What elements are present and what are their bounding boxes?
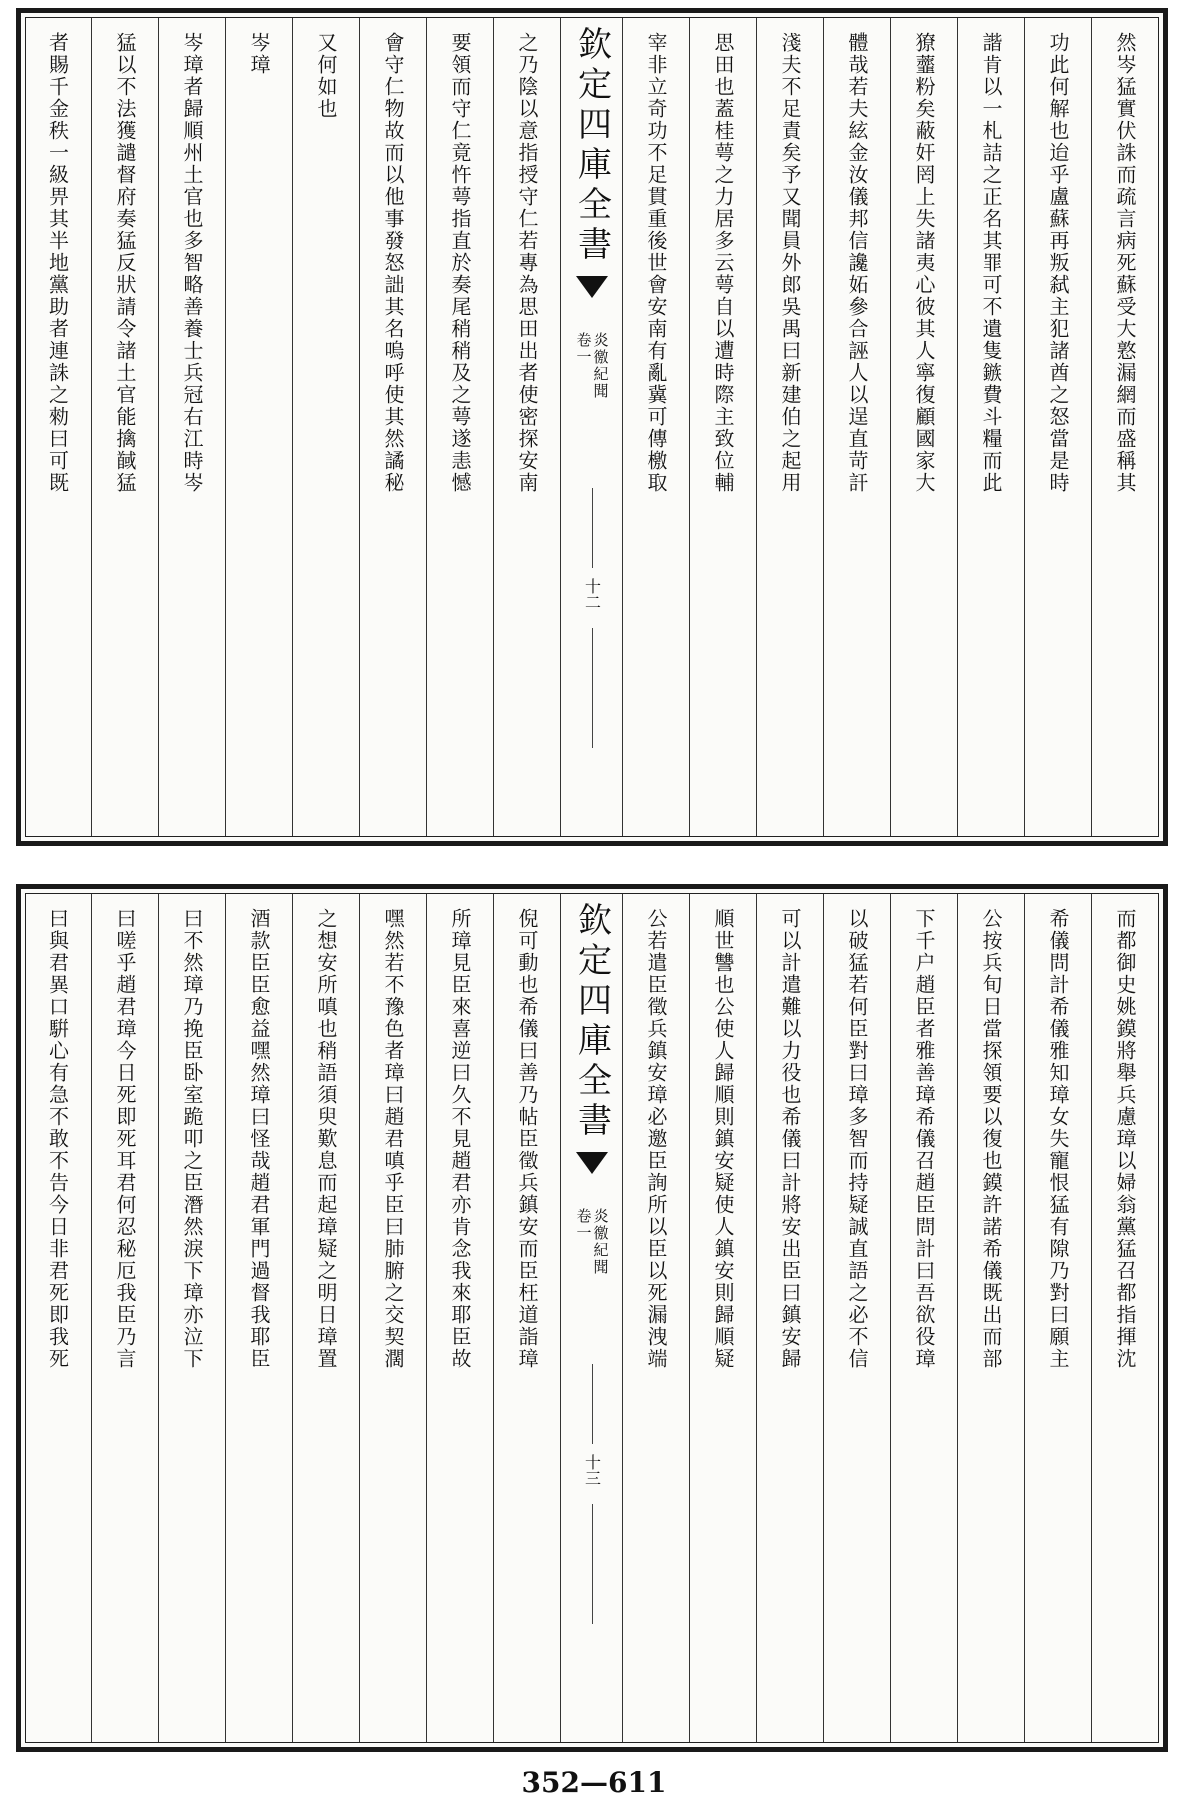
column-text: 淺夫不足責矣予又聞員外郎吳禺曰新建伯之起用 (778, 32, 802, 494)
column-text: 以破猛若何臣對曰璋多智而持疑誠直語之必不信 (845, 908, 869, 1370)
fold-rule (592, 1364, 593, 1444)
lower-text-column (426, 894, 493, 1742)
lower-text-column (756, 894, 823, 1742)
lower-text-column (225, 894, 292, 1742)
lower-text-column (359, 894, 426, 1742)
upper-text-column (426, 18, 493, 836)
book-meta (576, 1208, 608, 1276)
volume-label: 卷一 (574, 332, 593, 366)
lower-text-column (957, 894, 1024, 1742)
lower-text-column (689, 894, 756, 1742)
column-text: 希儀問計希儀雅知璋女失寵恨猛有隙乃對曰願主 (1046, 908, 1070, 1370)
book-name: 炎徼紀聞 (591, 1208, 610, 1276)
fish-tail-mark-icon (576, 1152, 608, 1174)
upper-text-column (1024, 18, 1091, 836)
column-text: 所璋見臣來喜逆曰久不見趙君亦肯念我來耶臣故 (448, 908, 472, 1370)
column-text: 酒款臣臣愈益嘿然璋曰怪哉趙君軍門過督我耶臣 (247, 908, 271, 1370)
lower-text-column (622, 894, 689, 1742)
lower-text-column (493, 894, 560, 1742)
column-text: 下千户趙臣者雅善璋希儀召趙臣問計曰吾欲役璋 (912, 908, 936, 1370)
upper-text-column (890, 18, 957, 836)
upper-page (16, 8, 1168, 846)
lower-page (16, 884, 1168, 1752)
lower-page-columns (25, 893, 1159, 1743)
column-text: 宰非立奇功不足貫重後世會安南有亂冀可傳檄取 (644, 32, 668, 494)
lower-text-column (292, 894, 359, 1742)
page-number: 352—611 (521, 1766, 667, 1799)
upper-text-column (689, 18, 756, 836)
column-text: 諧肯以一札詰之正名其罪可不遺隻鏃費斗糧而此 (979, 32, 1003, 494)
upper-page-columns (25, 17, 1159, 837)
column-text: 而都御史姚鏌將舉兵慮璋以婦翁黨猛召都指揮沈 (1113, 908, 1137, 1370)
lower-center-fold (560, 894, 622, 1742)
upper-text-column (225, 18, 292, 836)
column-text: 之想安所嗔也稍語須臾歎息而起璋疑之明日璋置 (314, 908, 338, 1370)
column-text: 思田也蓋桂萼之力居多云萼自以遭時際主致位輔 (711, 32, 735, 494)
lower-text-column (158, 894, 225, 1742)
fold-rule (592, 488, 593, 568)
lower-text-column (24, 894, 91, 1742)
lower-text-column (823, 894, 890, 1742)
column-text: 又何如也 (314, 32, 338, 120)
column-text: 者賜千金秩一級畀其半地黨助者連誅之勑曰可既 (45, 32, 70, 494)
upper-center-fold (560, 18, 622, 836)
column-text: 倪可動也希儀曰善乃帖臣徵兵鎮安而臣枉道詣璋 (515, 908, 539, 1370)
book-title: 欽定四庫全書 (571, 26, 612, 266)
column-text: 曰與君異口騈心有急不敢不告今日非君死即我死 (45, 908, 70, 1370)
upper-text-column (1091, 18, 1158, 836)
column-text: 獠虀粉矣蔽奸罔上失諸夷心彼其人寧復顧國家大 (912, 32, 936, 494)
upper-text-column (622, 18, 689, 836)
upper-text-column (359, 18, 426, 836)
column-text: 要領而守仁竟忤萼指直於奏尾稍稍及之萼遂恚憾 (448, 32, 472, 494)
volume-label: 卷一 (574, 1208, 593, 1242)
column-text: 曰嗟乎趙君璋今日死即死耳君何忍秘厄我臣乃言 (113, 908, 137, 1370)
upper-text-column (756, 18, 823, 836)
column-text: 之乃陰以意指授守仁若專為思田出者使密探安南 (515, 32, 539, 494)
column-text: 曰不然璋乃挽臣卧室跪叩之臣潛然淚下璋亦泣下 (180, 908, 204, 1370)
column-text: 體哉若夫絃金汝儀邦信讒妬參合誣人以逞直苛訐 (845, 32, 869, 494)
column-text: 岑璋者歸順州土官也多智略善養士兵冠右江時岑 (180, 32, 204, 494)
folio-number: 十二 (582, 578, 602, 610)
book-meta (576, 332, 608, 400)
column-text: 可以計遣難以力役也希儀曰計將安出臣曰鎮安歸 (778, 908, 802, 1370)
fold-rule (592, 1504, 593, 1624)
book-title: 欽定四庫全書 (571, 902, 612, 1142)
column-text: 公若遣臣徵兵鎮安璋必邀臣詢所以臣以死漏洩端 (644, 908, 668, 1370)
fold-rule (592, 628, 593, 748)
column-text: 公按兵旬日當探領要以復也鏌許諾希儀既出而部 (979, 908, 1003, 1370)
column-text: 嘿然若不豫色者璋曰趙君嗔乎臣曰肺腑之交契濶 (381, 908, 405, 1370)
column-text: 會守仁物故而以他事發怒詘其名嗚呼使其然譎秘 (381, 32, 405, 494)
column-text: 功此何解也迨乎盧蘇再叛弑主犯諸酋之怒當是時 (1046, 32, 1070, 494)
lower-text-column (890, 894, 957, 1742)
lower-text-column (1091, 894, 1158, 1742)
upper-text-column (493, 18, 560, 836)
column-text: 順世讐也公使人歸順則鎮安疑使人鎮安則歸順疑 (711, 908, 735, 1370)
fish-tail-mark-icon (576, 276, 608, 298)
upper-text-column (292, 18, 359, 836)
lower-text-column (91, 894, 158, 1742)
upper-text-column (957, 18, 1024, 836)
upper-text-column (823, 18, 890, 836)
upper-text-column (91, 18, 158, 836)
column-text: 岑璋 (247, 32, 271, 76)
lower-text-column (1024, 894, 1091, 1742)
upper-text-column (158, 18, 225, 836)
column-text: 然岑猛實伏誅而疏言病死蘇受大憝漏網而盛稱其 (1113, 32, 1137, 494)
book-name: 炎徼紀聞 (591, 332, 610, 400)
upper-text-column (24, 18, 91, 836)
folio-number: 十三 (582, 1454, 602, 1486)
column-text: 猛以不法獲譴督府奏猛反狀請令諸土官能擒馘猛 (113, 32, 137, 494)
